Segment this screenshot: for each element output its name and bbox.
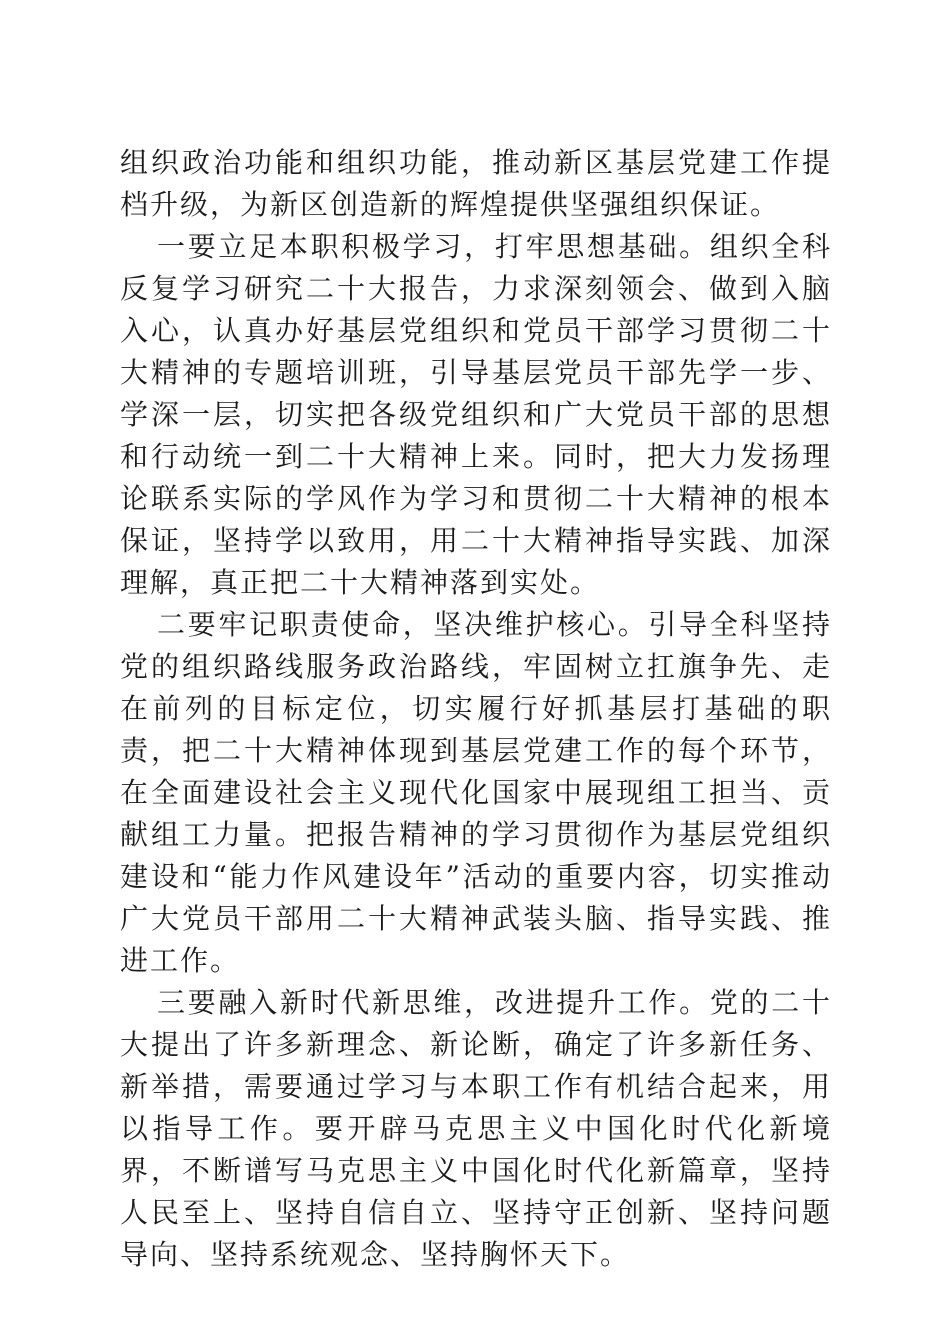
paragraph-continuation: 组织政治功能和组织功能，推动新区基层党建工作提档升级，为新区创造新的辉煌提供坚强组织保证。 [120,146,832,221]
paragraph-study: 一要立足本职积极学习，打牢思想基础。组织全科反复学习研究二十大报告，力求深刻领会、做到入脑入心，认真办好基层党组织和党员干部学习贯彻二十大精神的专题培训班，引导基层党员干部先学一步、学深一层，切实把各级党组织和广大党员干部的思想和行动统一到二十大精神上来。同时，把大力发扬理论联系实际的学风作为学习和贯彻二十大精神的根本保证，坚持学以致用，用二十大精神指导实践、加深理解，真正把二十大精神落到实处。 [120,230,832,599]
paragraph-new-era: 三要融入新时代新思维，改进提升工作。党的二十大提出了许多新理念、新论断，确定了许多新任务、新举措，需要通过学习与本职工作有机结合起来，用以指导工作。要开辟马克思主义中国化时代化新境界，不断谱写马克思主义中国化时代化新篇章，坚持人民至上、坚持自信自立、坚持守正创新、坚持问题导向、坚持系统观念、坚持胸怀天下。 [120,986,832,1271]
document-body [120,142,832,1276]
paragraph-mission: 二要牢记职责使命，坚决维护核心。引导全科坚持党的组织路线服务政治路线，牢固树立扛旗争先、走在前列的目标定位，切实履行好抓基层打基础的职责，把二十大精神体现到基层党建工作的每个环节，在全面建设社会主义现代化国家中展现组工担当、贡献组工力量。把报告精神的学习贯彻作为基层党组织建设和“能力作风建设年”活动的重要内容，切实推动广大党员干部用二十大精神武装头脑、指导实践、推进工作。 [120,608,832,977]
